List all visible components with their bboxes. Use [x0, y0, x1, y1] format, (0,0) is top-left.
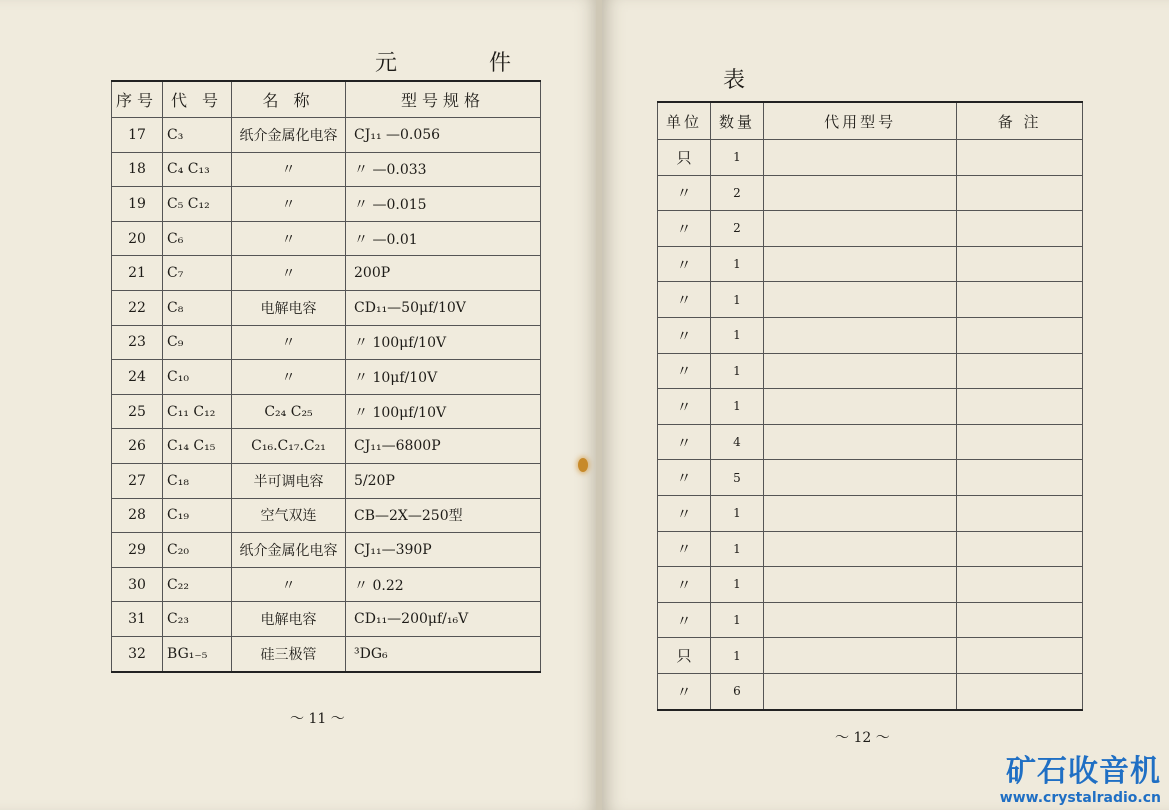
cell-spec: CJ₁₁—6800P — [346, 429, 541, 464]
cell-name: 〃 — [232, 187, 346, 222]
table-row — [658, 602, 1083, 638]
cell-remarks — [957, 175, 1083, 211]
title-char-2: 件 — [488, 51, 515, 76]
cell-remarks — [957, 211, 1083, 247]
cell-qty: 1 — [711, 531, 764, 567]
cell-unit: 〃 — [658, 282, 711, 318]
cell-code: C₁₀ — [163, 360, 232, 395]
cell-name: 电解电容 — [232, 290, 346, 325]
cell-no: 23 — [112, 325, 163, 360]
page-number-left: ～ 11 ～ — [290, 711, 345, 727]
cell-no: 25 — [112, 394, 163, 429]
cell-spec: 〃 —0.015 — [346, 187, 541, 222]
cell-no: 30 — [112, 567, 163, 602]
cell-spec: 〃 —0.033 — [346, 152, 541, 187]
cell-code: C₁₄ C₁₅ — [163, 429, 232, 464]
cell-spec: ³DG₆ — [346, 636, 541, 671]
cell-remarks — [957, 460, 1083, 496]
cell-no: 18 — [112, 152, 163, 187]
header-unit: 单位 — [658, 102, 711, 140]
cell-substitute — [764, 531, 957, 567]
header-remarks: 备 注 — [957, 102, 1083, 140]
page-title-left — [375, 46, 515, 77]
cell-qty: 1 — [711, 495, 764, 531]
table-row — [112, 256, 541, 291]
cell-remarks — [957, 495, 1083, 531]
cell-unit: 〃 — [658, 567, 711, 603]
cell-substitute — [764, 389, 957, 425]
cell-substitute — [764, 211, 957, 247]
table-row — [112, 325, 541, 360]
watermark-text: 矿石收音机 — [1006, 754, 1161, 789]
cell-code: C₁₈ — [163, 463, 232, 498]
cell-name: 空气双连 — [232, 498, 346, 533]
header-name: 名 称 — [232, 81, 346, 118]
table-row — [658, 460, 1083, 496]
cell-no: 17 — [112, 118, 163, 153]
cell-spec: 〃 10μf/10V — [346, 360, 541, 395]
watermark — [1000, 746, 1161, 806]
cell-spec: CB—2X—250型 — [346, 498, 541, 533]
table-row — [658, 175, 1083, 211]
table-row — [658, 246, 1083, 282]
cell-substitute — [764, 638, 957, 674]
cell-qty: 1 — [711, 140, 764, 176]
cell-unit: 只 — [658, 140, 711, 176]
table-row — [658, 282, 1083, 318]
cell-unit: 〃 — [658, 389, 711, 425]
cell-substitute — [764, 424, 957, 460]
cell-unit: 〃 — [658, 531, 711, 567]
cell-unit: 〃 — [658, 460, 711, 496]
cell-substitute — [764, 175, 957, 211]
page-number-right: ～ 12 ～ — [835, 730, 890, 746]
cell-qty: 1 — [711, 353, 764, 389]
cell-unit: 〃 — [658, 246, 711, 282]
cell-qty: 1 — [711, 246, 764, 282]
cell-spec: CJ₁₁ —0.056 — [346, 118, 541, 153]
cell-substitute — [764, 460, 957, 496]
cell-name: 半可调电容 — [232, 463, 346, 498]
cell-substitute — [764, 602, 957, 638]
cell-name: 〃 — [232, 325, 346, 360]
cell-name: 电解电容 — [232, 602, 346, 637]
cell-name: 〃 — [232, 152, 346, 187]
table-row — [658, 317, 1083, 353]
table-row — [112, 152, 541, 187]
table-row — [658, 389, 1083, 425]
cell-substitute — [764, 567, 957, 603]
cell-no: 32 — [112, 636, 163, 671]
binding-hole — [578, 458, 588, 472]
cell-remarks — [957, 638, 1083, 674]
cell-remarks — [957, 673, 1083, 709]
cell-spec: 〃 100μf/10V — [346, 325, 541, 360]
table-row — [112, 394, 541, 429]
cell-code: C₄ C₁₃ — [163, 152, 232, 187]
header-qty: 数量 — [711, 102, 764, 140]
cell-remarks — [957, 424, 1083, 460]
table-row — [112, 290, 541, 325]
cell-qty: 5 — [711, 460, 764, 496]
cell-no: 28 — [112, 498, 163, 533]
cell-code: C₁₉ — [163, 498, 232, 533]
header-spec: 型号规格 — [346, 81, 541, 118]
cell-spec: 〃 —0.01 — [346, 221, 541, 256]
cell-unit: 〃 — [658, 602, 711, 638]
cell-no: 24 — [112, 360, 163, 395]
cell-remarks — [957, 602, 1083, 638]
table-row — [658, 495, 1083, 531]
cell-remarks — [957, 140, 1083, 176]
components-table-left — [111, 80, 541, 673]
components-table-right — [657, 101, 1083, 711]
cell-qty: 1 — [711, 602, 764, 638]
cell-spec: 〃 100μf/10V — [346, 394, 541, 429]
cell-spec: CD₁₁—200μf/₁₆V — [346, 602, 541, 637]
table-row — [112, 567, 541, 602]
header-no: 序号 — [112, 81, 163, 118]
cell-code: C₃ — [163, 118, 232, 153]
cell-qty: 1 — [711, 638, 764, 674]
cell-no: 19 — [112, 187, 163, 222]
table-row — [112, 498, 541, 533]
watermark-url: www.crystalradio.cn — [999, 790, 1161, 806]
table-row — [112, 602, 541, 637]
cell-name: 〃 — [232, 221, 346, 256]
cell-name: 〃 — [232, 567, 346, 602]
table-row — [658, 673, 1083, 709]
cell-code: C₂₀ — [163, 533, 232, 568]
cell-remarks — [957, 317, 1083, 353]
cell-name: 〃 — [232, 256, 346, 291]
cell-no: 26 — [112, 429, 163, 464]
table-row — [658, 638, 1083, 674]
cell-no: 31 — [112, 602, 163, 637]
cell-remarks — [957, 389, 1083, 425]
table-row — [112, 463, 541, 498]
cell-spec: CJ₁₁—390P — [346, 533, 541, 568]
table-row — [658, 424, 1083, 460]
table-row — [112, 360, 541, 395]
cell-code: C₅ C₁₂ — [163, 187, 232, 222]
cell-spec: 5/20P — [346, 463, 541, 498]
cell-code: BG₁₋₅ — [163, 636, 232, 671]
cell-substitute — [764, 317, 957, 353]
cell-code: C₉ — [163, 325, 232, 360]
cell-qty: 1 — [711, 389, 764, 425]
table-row — [658, 140, 1083, 176]
cell-no: 27 — [112, 463, 163, 498]
cell-remarks — [957, 567, 1083, 603]
cell-code: C₈ — [163, 290, 232, 325]
cell-name: 硅三极管 — [232, 636, 346, 671]
table-row — [112, 118, 541, 153]
cell-remarks — [957, 282, 1083, 318]
cell-unit: 只 — [658, 638, 711, 674]
cell-name: C₁₆.C₁₇.C₂₁ — [232, 429, 346, 464]
cell-unit: 〃 — [658, 673, 711, 709]
cell-unit: 〃 — [658, 175, 711, 211]
page-title-right: 表 — [723, 68, 750, 93]
cell-spec: 200P — [346, 256, 541, 291]
cell-qty: 6 — [711, 673, 764, 709]
cell-remarks — [957, 246, 1083, 282]
cell-remarks — [957, 353, 1083, 389]
table-row — [658, 211, 1083, 247]
cell-qty: 1 — [711, 317, 764, 353]
cell-unit: 〃 — [658, 353, 711, 389]
table-row — [112, 221, 541, 256]
cell-unit: 〃 — [658, 495, 711, 531]
cell-code: C₇ — [163, 256, 232, 291]
cell-code: C₂₃ — [163, 602, 232, 637]
cell-unit: 〃 — [658, 211, 711, 247]
cell-qty: 4 — [711, 424, 764, 460]
cell-code: C₂₂ — [163, 567, 232, 602]
table-row — [112, 429, 541, 464]
table-row — [112, 187, 541, 222]
cell-name: 纸介金属化电容 — [232, 118, 346, 153]
cell-no: 21 — [112, 256, 163, 291]
header-substitute: 代用型号 — [764, 102, 957, 140]
cell-substitute — [764, 673, 957, 709]
cell-code: C₆ — [163, 221, 232, 256]
cell-name: 〃 — [232, 360, 346, 395]
cell-substitute — [764, 353, 957, 389]
table-row — [112, 636, 541, 671]
cell-substitute — [764, 140, 957, 176]
table-row — [658, 531, 1083, 567]
table-row — [658, 353, 1083, 389]
header-code: 代 号 — [163, 81, 232, 118]
title-char-1: 元 — [375, 51, 402, 76]
cell-qty: 1 — [711, 567, 764, 603]
cell-name: C₂₄ C₂₅ — [232, 394, 346, 429]
table-row — [658, 567, 1083, 603]
cell-unit: 〃 — [658, 317, 711, 353]
cell-qty: 2 — [711, 175, 764, 211]
cell-spec: 〃 0.22 — [346, 567, 541, 602]
cell-no: 20 — [112, 221, 163, 256]
cell-unit: 〃 — [658, 424, 711, 460]
cell-substitute — [764, 246, 957, 282]
cell-remarks — [957, 531, 1083, 567]
cell-no: 22 — [112, 290, 163, 325]
cell-qty: 2 — [711, 211, 764, 247]
cell-name: 纸介金属化电容 — [232, 533, 346, 568]
table-row — [112, 533, 541, 568]
cell-spec: CD₁₁—50μf/10V — [346, 290, 541, 325]
cell-substitute — [764, 282, 957, 318]
cell-no: 29 — [112, 533, 163, 568]
cell-qty: 1 — [711, 282, 764, 318]
cell-substitute — [764, 495, 957, 531]
cell-code: C₁₁ C₁₂ — [163, 394, 232, 429]
